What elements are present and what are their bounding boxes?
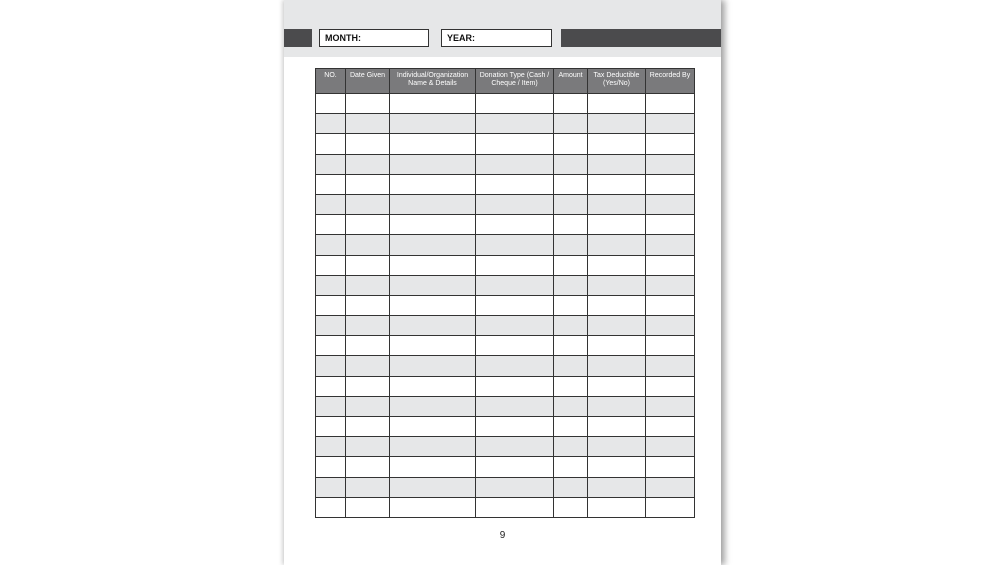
- table-cell[interactable]: [390, 114, 476, 134]
- table-cell[interactable]: [588, 94, 646, 114]
- column-header-amount: Amount: [554, 69, 588, 94]
- page-number: 9: [499, 530, 506, 541]
- table-cell[interactable]: [390, 255, 476, 275]
- table-cell[interactable]: [346, 295, 390, 315]
- table-cell[interactable]: [588, 275, 646, 295]
- table-cell[interactable]: [346, 336, 390, 356]
- table-cell[interactable]: [390, 295, 476, 315]
- table-cell[interactable]: [646, 174, 695, 194]
- table-row: [316, 457, 695, 477]
- table-cell[interactable]: [390, 356, 476, 376]
- table-row: [316, 336, 695, 356]
- table-cell[interactable]: [646, 154, 695, 174]
- table-cell[interactable]: [588, 497, 646, 517]
- table-cell[interactable]: [316, 275, 346, 295]
- table-cell[interactable]: [390, 376, 476, 396]
- table-cell[interactable]: [476, 194, 554, 214]
- table-cell[interactable]: [316, 376, 346, 396]
- table-cell[interactable]: [346, 215, 390, 235]
- table-cell[interactable]: [646, 417, 695, 437]
- table-cell[interactable]: [390, 194, 476, 214]
- table-cell[interactable]: [646, 235, 695, 255]
- table-cell[interactable]: [476, 295, 554, 315]
- table-cell[interactable]: [588, 376, 646, 396]
- table-cell[interactable]: [554, 235, 588, 255]
- table-row: [316, 316, 695, 336]
- table-cell[interactable]: [646, 457, 695, 477]
- table-cell[interactable]: [316, 457, 346, 477]
- table-cell[interactable]: [588, 356, 646, 376]
- table-cell[interactable]: [390, 275, 476, 295]
- table-cell[interactable]: [554, 497, 588, 517]
- table-cell[interactable]: [554, 215, 588, 235]
- table-cell[interactable]: [316, 477, 346, 497]
- table-cell[interactable]: [554, 275, 588, 295]
- table-cell[interactable]: [390, 94, 476, 114]
- table-cell[interactable]: [588, 316, 646, 336]
- table-cell[interactable]: [476, 215, 554, 235]
- table-cell[interactable]: [390, 316, 476, 336]
- table-cell[interactable]: [554, 437, 588, 457]
- table-row: [316, 194, 695, 214]
- table-cell[interactable]: [588, 215, 646, 235]
- table-cell[interactable]: [588, 154, 646, 174]
- table-cell[interactable]: [390, 477, 476, 497]
- table-row: [316, 174, 695, 194]
- table-cell[interactable]: [390, 215, 476, 235]
- table-cell[interactable]: [346, 316, 390, 336]
- table-row: [316, 134, 695, 154]
- table-cell[interactable]: [588, 134, 646, 154]
- table-cell[interactable]: [554, 417, 588, 437]
- table-cell[interactable]: [646, 336, 695, 356]
- table-cell[interactable]: [588, 295, 646, 315]
- table-row: [316, 477, 695, 497]
- table-cell[interactable]: [588, 255, 646, 275]
- table-cell[interactable]: [316, 235, 346, 255]
- table-cell[interactable]: [476, 376, 554, 396]
- table-cell[interactable]: [346, 457, 390, 477]
- table-cell[interactable]: [316, 174, 346, 194]
- table-cell[interactable]: [390, 235, 476, 255]
- table-cell[interactable]: [476, 174, 554, 194]
- table-cell[interactable]: [316, 295, 346, 315]
- table-cell[interactable]: [646, 356, 695, 376]
- table-cell[interactable]: [554, 376, 588, 396]
- table-cell[interactable]: [346, 275, 390, 295]
- table-cell[interactable]: [390, 134, 476, 154]
- table-cell[interactable]: [646, 194, 695, 214]
- table-cell[interactable]: [390, 336, 476, 356]
- table-cell[interactable]: [476, 235, 554, 255]
- table-cell[interactable]: [554, 154, 588, 174]
- column-header-date-given: Date Given: [346, 69, 390, 94]
- table-cell[interactable]: [346, 376, 390, 396]
- table-cell[interactable]: [316, 316, 346, 336]
- table-row: [316, 275, 695, 295]
- table-cell[interactable]: [346, 255, 390, 275]
- table-row: [316, 497, 695, 517]
- table-cell[interactable]: [316, 154, 346, 174]
- table-cell[interactable]: [588, 396, 646, 416]
- table-cell[interactable]: [476, 255, 554, 275]
- table-cell[interactable]: [554, 194, 588, 214]
- column-header-recorded-by: Recorded By: [646, 69, 695, 94]
- table-cell[interactable]: [646, 477, 695, 497]
- table-cell[interactable]: [554, 477, 588, 497]
- table-cell[interactable]: [346, 497, 390, 517]
- table-cell[interactable]: [316, 396, 346, 416]
- table-cell[interactable]: [588, 235, 646, 255]
- table-row: [316, 255, 695, 275]
- table-cell[interactable]: [646, 114, 695, 134]
- table-cell[interactable]: [316, 94, 346, 114]
- column-header-name-details: Individual/Organization Name & Details: [390, 69, 476, 94]
- table-cell[interactable]: [316, 497, 346, 517]
- table-cell[interactable]: [646, 275, 695, 295]
- table-cell[interactable]: [390, 497, 476, 517]
- table-cell[interactable]: [554, 396, 588, 416]
- table-cell[interactable]: [476, 336, 554, 356]
- table-cell[interactable]: [554, 255, 588, 275]
- table-cell[interactable]: [588, 114, 646, 134]
- table-cell[interactable]: [646, 376, 695, 396]
- table-cell[interactable]: [346, 477, 390, 497]
- column-header-tax-deductible: Tax Deductible (Yes/No): [588, 69, 646, 94]
- table-cell[interactable]: [646, 295, 695, 315]
- table-row: [316, 376, 695, 396]
- donation-log-table: [315, 68, 695, 518]
- table-body: [316, 94, 695, 518]
- table-cell[interactable]: [476, 94, 554, 114]
- month-field[interactable]: [319, 29, 429, 47]
- table-cell[interactable]: [646, 497, 695, 517]
- table-cell[interactable]: [316, 114, 346, 134]
- table-cell[interactable]: [476, 437, 554, 457]
- table-cell[interactable]: [346, 417, 390, 437]
- table-cell[interactable]: [316, 194, 346, 214]
- header-bar-left: [284, 29, 312, 47]
- table-cell[interactable]: [588, 174, 646, 194]
- table-cell[interactable]: [588, 437, 646, 457]
- column-header-no: NO.: [316, 69, 346, 94]
- table-cell[interactable]: [554, 356, 588, 376]
- table-cell[interactable]: [554, 336, 588, 356]
- table-cell[interactable]: [646, 94, 695, 114]
- page-header: [284, 0, 721, 57]
- table-cell[interactable]: [390, 437, 476, 457]
- table-cell[interactable]: [554, 114, 588, 134]
- table-cell[interactable]: [554, 457, 588, 477]
- table-cell[interactable]: [646, 316, 695, 336]
- table-cell[interactable]: [316, 437, 346, 457]
- table-cell[interactable]: [476, 134, 554, 154]
- table-cell[interactable]: [554, 316, 588, 336]
- table-cell[interactable]: [554, 174, 588, 194]
- year-label: YEAR:: [447, 33, 476, 43]
- table-row: [316, 235, 695, 255]
- table-cell[interactable]: [346, 235, 390, 255]
- table-cell[interactable]: [346, 154, 390, 174]
- table-cell[interactable]: [476, 396, 554, 416]
- column-header-donation-type: Donation Type (Cash / Cheque / Item): [476, 69, 554, 94]
- table-cell[interactable]: [316, 417, 346, 437]
- table-cell[interactable]: [476, 275, 554, 295]
- month-label: MONTH:: [325, 33, 361, 43]
- table-cell[interactable]: [316, 336, 346, 356]
- table-cell[interactable]: [476, 154, 554, 174]
- year-field[interactable]: [441, 29, 552, 47]
- table-cell[interactable]: [346, 114, 390, 134]
- table-row: [316, 437, 695, 457]
- table-cell[interactable]: [390, 396, 476, 416]
- table-cell[interactable]: [646, 215, 695, 235]
- table-cell[interactable]: [588, 194, 646, 214]
- table-row: [316, 94, 695, 114]
- table-cell[interactable]: [390, 417, 476, 437]
- table-cell[interactable]: [346, 174, 390, 194]
- table-cell[interactable]: [476, 114, 554, 134]
- table-cell[interactable]: [476, 457, 554, 477]
- table-cell[interactable]: [316, 215, 346, 235]
- table-row: [316, 114, 695, 134]
- table-cell[interactable]: [646, 255, 695, 275]
- table-cell[interactable]: [554, 295, 588, 315]
- table-cell[interactable]: [476, 356, 554, 376]
- table-cell[interactable]: [588, 477, 646, 497]
- table-cell[interactable]: [476, 477, 554, 497]
- table-cell[interactable]: [476, 497, 554, 517]
- table-cell[interactable]: [316, 255, 346, 275]
- table-row: [316, 154, 695, 174]
- table-row: [316, 396, 695, 416]
- table-cell[interactable]: [346, 194, 390, 214]
- table-cell[interactable]: [346, 94, 390, 114]
- header-bar-right: [561, 29, 721, 47]
- table-cell[interactable]: [554, 134, 588, 154]
- table-row: [316, 356, 695, 376]
- table-cell[interactable]: [646, 437, 695, 457]
- table-cell[interactable]: [390, 154, 476, 174]
- table-header-row: [316, 69, 695, 94]
- table-cell[interactable]: [476, 417, 554, 437]
- log-page: [284, 0, 721, 565]
- table-cell[interactable]: [588, 457, 646, 477]
- table-cell[interactable]: [346, 396, 390, 416]
- table-cell[interactable]: [476, 316, 554, 336]
- table-cell[interactable]: [346, 134, 390, 154]
- table-cell[interactable]: [316, 356, 346, 376]
- table-cell[interactable]: [554, 94, 588, 114]
- table-cell[interactable]: [588, 417, 646, 437]
- table-cell[interactable]: [588, 336, 646, 356]
- table-row: [316, 417, 695, 437]
- table-row: [316, 215, 695, 235]
- table-cell[interactable]: [346, 437, 390, 457]
- table-row: [316, 295, 695, 315]
- table-cell[interactable]: [646, 396, 695, 416]
- table-cell[interactable]: [316, 134, 346, 154]
- table-cell[interactable]: [346, 356, 390, 376]
- table-cell[interactable]: [390, 457, 476, 477]
- table-cell[interactable]: [390, 174, 476, 194]
- table-cell[interactable]: [646, 134, 695, 154]
